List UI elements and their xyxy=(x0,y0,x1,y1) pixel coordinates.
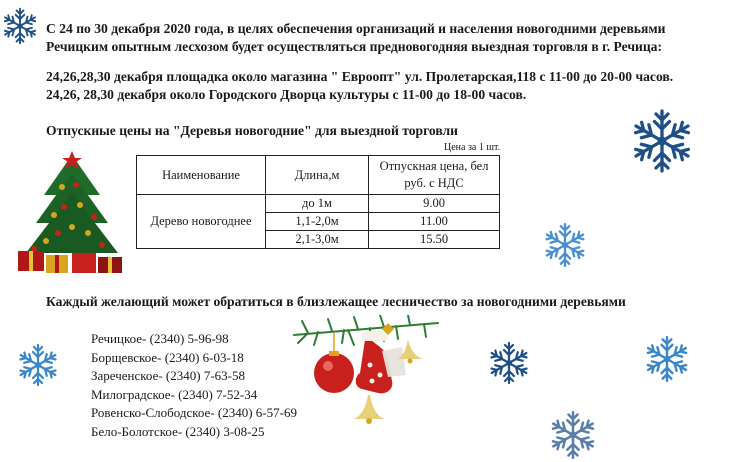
price-cell: 11.00 xyxy=(369,213,500,231)
col-name-header: Наименование xyxy=(137,156,266,195)
intro-text xyxy=(46,20,726,56)
intro-line-1: С 24 по 30 декабря 2020 года, в целях обеспечения организаций и населения новогодними деревьями xyxy=(46,21,666,36)
table-header-row xyxy=(137,156,500,195)
contacts-list xyxy=(91,330,297,442)
price-cell: 9.00 xyxy=(369,195,500,213)
col-length-header: Длина,м xyxy=(266,156,369,195)
list-item: Милоградское- (2340) 7-52-34 xyxy=(91,386,258,402)
snowflake-icon xyxy=(16,342,60,388)
schedule-line-1: 24,26,28,30 декабря площадка около магазина " Евроопт" ул. Пролетарская,118 с 11-00 до 20-00 часов. xyxy=(46,69,674,84)
unit-note: Цена за 1 шт. xyxy=(444,142,501,153)
snowflake-icon xyxy=(1,5,39,47)
col-price-header: Отпускная цена, бел руб. с НДС xyxy=(369,156,500,195)
length-cell: 1,1-2,0м xyxy=(266,213,369,231)
price-table xyxy=(136,155,500,249)
intro-line-2: Речицким опытным лесхозом будет осуществляться предновогодняя выездная торговля в г. Речица: xyxy=(46,39,662,54)
snowflake-icon xyxy=(486,341,532,385)
list-item: Ровенско-Слободское- (2340) 6-57-69 xyxy=(91,405,297,421)
snowflake-icon xyxy=(546,410,600,460)
length-cell: 2,1-3,0м xyxy=(266,231,369,249)
snowflake-icon xyxy=(643,335,691,383)
list-item: Речицкое- (2340) 5-96-98 xyxy=(91,331,229,346)
snowflake-icon xyxy=(627,108,697,174)
list-item: Бело-Болотское- (2340) 3-08-25 xyxy=(91,423,265,439)
table-row xyxy=(137,195,500,213)
schedule-line-2: 24,26, 28,30 декабря около Городского Дворца культуры с 11-00 до 18-00 часов. xyxy=(46,87,527,102)
list-item: Борщевское- (2340) 6-03-18 xyxy=(91,349,244,365)
schedule xyxy=(46,68,726,104)
prices-heading: Отпускные цены на "Деревья новогодние" для выездной торговли xyxy=(46,123,458,138)
item-name-cell: Дерево новогоднее xyxy=(137,195,266,249)
contacts-heading: Каждый желающий может обратиться в близлежащее лесничество за новогодними деревьями xyxy=(46,294,626,309)
length-cell: до 1м xyxy=(266,195,369,213)
list-item: Зареченское- (2340) 7-63-58 xyxy=(91,368,245,384)
christmas-tree-image xyxy=(14,145,130,279)
christmas-ornament-decoration-image xyxy=(288,315,444,435)
price-cell: 15.50 xyxy=(369,231,500,249)
snowflake-icon xyxy=(541,222,589,268)
